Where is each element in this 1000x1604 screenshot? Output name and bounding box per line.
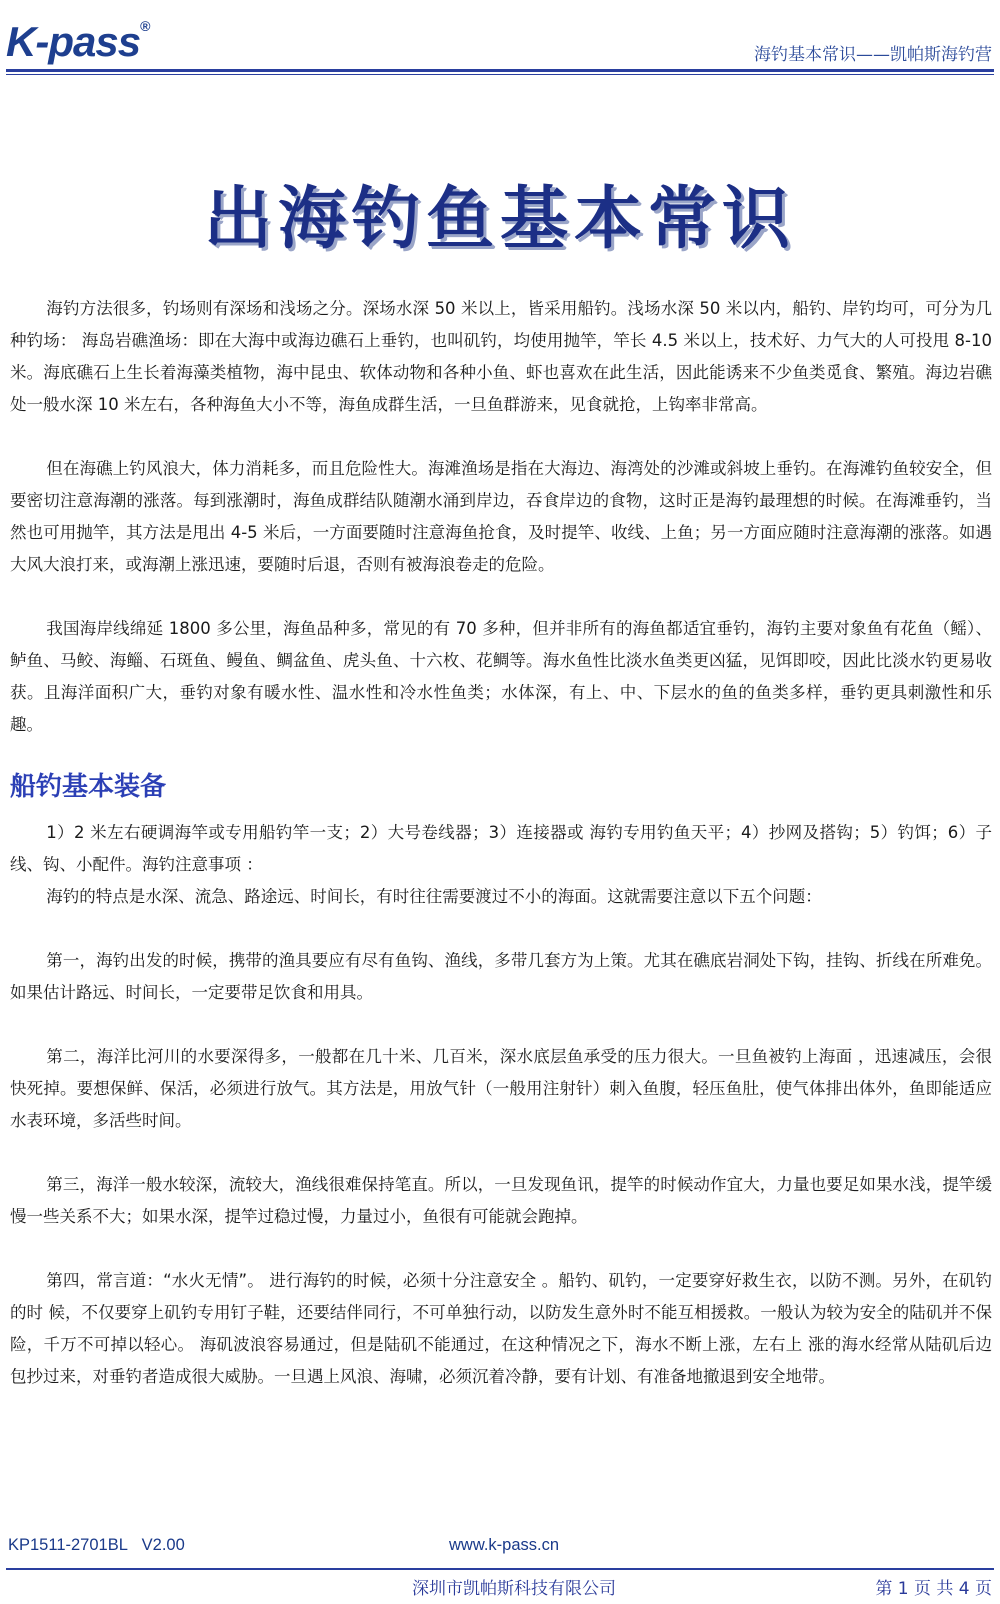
header-title: 海钓基本常识——凯帕斯海钓营 [754,45,992,65]
intro-paragraph-2: 但在海礁上钓风浪大，体力消耗多，而且危险性大。海滩渔场是指在大海边、海湾处的沙滩或斜坡上垂钓。在海滩钓鱼较安全，但要密切注意海潮的涨落。每到涨潮时，海鱼成群结队随潮水涌到岸边，吞食岸边的食物，这时正是海钓最理想的时候。在海滩垂钓，当然也可用抛竿，其方法是甩出 4-5 米后，一方面要随时注意海鱼抢食，及时提竿、收线、上鱼；另一方面应随时注意海潮的涨落。如遇大风大浪打来，或海潮上涨迅速，要随时后退，否则有被海浪卷走的危险。 [10,459,992,574]
kpass-logo: K-pass® [6,18,150,65]
document-title: 出海钓鱼基本常识 [203,179,796,259]
header-divider-thin [6,74,994,75]
intro-paragraph-1: 海钓方法很多，钓场则有深场和浅场之分。深场水深 50 米以上，皆采用船钓。浅场水深 50 米以内，船钓、岸钓均可，可分为几种钓场： 海岛岩礁渔场：即在大海中或海边礁石上垂钓，也叫矶钓，均使用抛竿，竿长 4.5 米以上，技术好、力气大的人可投甩 8-10 米。海底礁石上生长着海藻类植物，海中昆虫、软体动物和各种小鱼、虾也喜欢在此生活，因此能诱来不少鱼类觅食、繁殖。海边岩礁处一般水深 10 米左右，各种海鱼大小不等，海鱼成群生活，一旦鱼群游来，见食就抢，上钩率非常高。 [10,299,992,414]
note-paragraph-2: 第二，海洋比河川的水要深得多，一般都在几十米、几百米，深水底层鱼承受的压力很大。一旦鱼被钓上海面 ，迅速减压，会很快死掉。要想保鲜、保活，必须进行放气。其方法是，用放气针（一般用注射针）刺入鱼腹，轻压鱼肚，使气体排出体外，鱼即能适应水表环境，多活些时间。 [10,1047,992,1130]
page-header [0,0,1000,78]
document-version: V2.00 [141,1536,185,1554]
section-title-equipment: 船钓基本装备 [10,772,167,802]
footer-divider [6,1568,994,1570]
notes-intro-paragraph: 海钓的特点是水深、流急、路途远、时间长，有时往往需要渡过不小的海面。这就需要注意以下五个问题： [46,887,822,906]
page-footer [0,1530,1000,1604]
equipment-paragraph: 1）2 米左右硬调海竿或专用船钓竿一支；2）大号卷线器；3）连接器或 海钓专用钓鱼天平；4）抄网及搭钩；5）钓饵；6）子线、钩、小配件。海钓注意事项 ： [10,823,992,874]
note-paragraph-4: 第四，常言道：“水火无情”。 进行海钓的时候，必须十分注意安全 。船钓、矶钓，一定要穿好救生衣，以防不测。另外，在矶钓的时 候，不仅要穿上矶钓专用钉子鞋，还要结伴同行，不可单独行动，以防发生意外时不能互相援救。一般认为较为安全的陆矶并不保险，千万不可掉以轻心。 海矶波浪容易通过，但是陆矶不能通过，在这种情况之下，海水不断上涨，左右上 涨的海水经常从陆矶后边包抄过来，对垂钓者造成很大威胁。一旦遇上风浪、海啸，必须沉着冷静，要有计划、有准备地撤退到安全地带。 [10,1271,992,1386]
document-code: KP1511-2701BL V2.00 [8,1536,185,1554]
note-paragraph-3: 第三，海洋一般水较深，流较大，渔线很难保持笔直。所以，一旦发现鱼讯，提竿的时候动作宜大，力量也要足如果水浅，提竿缓慢一些关系不大；如果水深，提竿过稳过慢，力量过小，鱼很有可能就会跑掉。 [10,1175,992,1226]
page-number: 第 1 页 共 4 页 [875,1579,992,1599]
footer-url[interactable]: www.k-pass.cn [449,1536,560,1554]
note-paragraph-1: 第一，海钓出发的时候，携带的渔具要应有尽有鱼钩、渔线，多带几套方为上策。尤其在礁底岩洞处下钩，挂钩、折线在所难免。 如果估计路远、时间长，一定要带足饮食和用具。 [10,951,992,1002]
header-divider [6,69,994,72]
document-body [10,293,992,1393]
footer-company: 深圳市凯帕斯科技有限公司 [412,1579,616,1599]
intro-paragraph-3: 我国海岸线绵延 1800 多公里，海鱼品种多，常见的有 70 多种，但并非所有的海鱼都适宜垂钓，海钓主要对象鱼有花鱼（鳐）、鲈鱼、马鲛、海鲻、石斑鱼、鳗鱼、鲷盆鱼、虎头鱼、十六枚、花鲷等。海水鱼性比淡水鱼类更凶猛，见饵即咬，因此比淡水钓更易收获。且海洋面积广大，垂钓对象有暖水性、温水性和冷水性鱼类；水体深，有上、中、下层水的鱼的鱼类多样，垂钓更具刺激性和乐趣。 [10,619,992,734]
